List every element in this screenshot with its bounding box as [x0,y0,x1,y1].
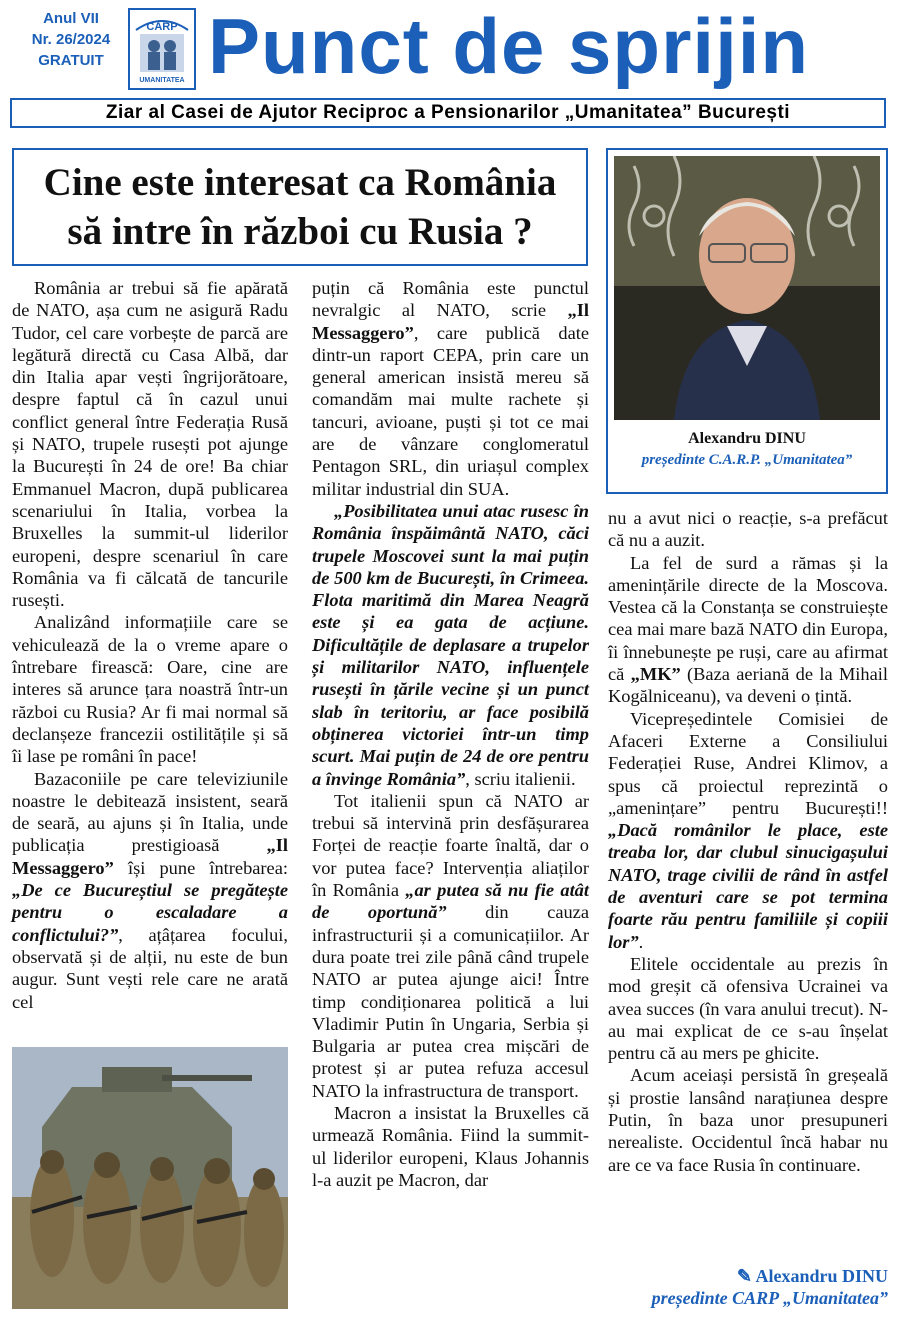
paragraph: Bazaconiile pe care televiziunile noastre le debitează insistent, seară de seară, au ajuns și în Italia, unde publicația prestigioasă „Il Messaggero” își pune întrebarea: „De ce Bucureștiul se pregătește pentru o escaladare a conflictului?”, ațâțarea focului, observată și de alții, nu este de bun augur. Sunt vești rele care ne arată cel [12,768,288,1012]
paragraph: Vicepreședintele Comisiei de Afaceri Externe a Consiliului Federației Ruse, Andrei Klimov, a spus că proiectul reprezintă o „amenințare” pentru București!! „Dacă românilor le place, este treaba lor, dar clubul sinucigașului NATO, trage civilii de rând în astfel de aventuri care se pot termina foarte rău pentru familiile și copiii lor”. [608,708,888,952]
newspaper-title: Punct de sprijin [208,2,810,90]
photo-caption-name: Alexandru DINU [688,430,806,447]
article-column-3 [608,507,888,1176]
quote: „ar putea să nu fie atât de oportună” [312,880,589,923]
issue-price: GRATUIT [38,52,104,69]
issue-info [16,8,126,71]
logo-text-bottom: UMANITATEA [139,77,185,84]
article-headline [12,148,588,266]
paragraph: România ar trebui să fie apărată de NATO, așa cum ne asigură Radu Tudor, cel care vorbește de parcă are legătură directă cu Casa Albă, dar din Italia apar vești îngrijorătoare, despre faptul că în cazul unui conflict general între Federația Rusă și NATO, trupele rusești pot ajunge la București în 24 de ore! Ba chiar Emmanuel Macron, după publicarea scenariului în Italia, vorbea la Bruxelles la summit-ul liderilor europeni, despre scenariul în care România va fi călcată de tancurile rusești. [12,278,288,611]
headline-line-2: să intre în război cu Rusia ? [67,210,533,253]
paragraph: Analizând informațiile care se vehiculează de la o vreme apare o întrebare firească: Oare, cine are interes să arunce țara noastră într-un război cu Rusia? Ar fi mai normal să declanșeze francezii ostilitățile și să îi lase pe români în pace! [12,612,288,767]
article-column-1 [12,277,288,1013]
paragraph: Acum aceiași persistă în greșeală și prostie lansând narațiunea despre Putin, în baza unor presupuneri nerealiste. Occidentul încă habar nu are ce va face Rusia în continuare. [608,1065,888,1175]
photo-caption-role: președinte C.A.R.P. „Umanitatea” [641,452,853,468]
paragraph: Elitele occidentale au prezis în mod greșit că ofensiva Ucrainei va avea succes (în vara anului trecut). N-au mai explicat de ce s-au înșelat pentru că au mers pe ghicite. [608,953,888,1064]
author-photo [614,156,880,420]
issue-year: Anul VII [43,10,99,27]
newspaper-subtitle: Ziar al Casei de Ajutor Reciproc a Pensionarilor „Umanitatea” București [10,98,886,128]
headline-line-1: Cine este interesat ca România [43,161,557,204]
publication-name: „Il Messaggero” [312,300,589,343]
paragraph: La fel de surd a rămas și la amenințările directe de la Moscova. Vestea că la Constanța se construiește cea mai mare bază NATO din Europa, îi înnebunește pe ruși, care au afirmat că „MK” (Baza aeriană de la Mihail Kogălniceanu), va deveni o țintă. [608,552,888,707]
quote: „De ce Bucureștiul se pregătește pentru o escaladare a conflictului?” [12,880,288,945]
paragraph: nu a avut nici o reacție, s-a prefăcut că nu a auzit. [608,508,888,551]
paragraph: Macron a insistat la Bruxelles că urmează România. Fiind la summit-ul liderilor europeni, Klaus Johannis l-a auzit pe Macron, dar [312,1102,589,1190]
issue-number: Nr. 26/2024 [31,31,111,48]
soldiers-photo [12,1047,288,1309]
abbreviation: „MK” [630,664,681,685]
author-photo-box [606,148,888,494]
publication-name: „Il Messaggero” [12,835,288,878]
logo-text-top: CARP [146,21,178,33]
signature-name: ✎ Alexandru DINU [736,1266,888,1286]
paragraph: „Posibilitatea unui atac rusesc în România înspăimântă NATO, căci trupele Moscovei sunt la mai puțin de 500 km de București, în Crimeea. Flota maritimă din Marea Neagră este și ea gata de acțiune. Dificultățile de deplasare a trupelor și militarilor NATO, influențele rusești în țările vecine și un punct slab în teritoriu, ar face posibilă obținerea victoriei într-un timp scurt. Mai puțin de 24 de ore pentru a învinge România”, scriu italienii. [312,500,589,789]
signature-role: președinte CARP „Umanitatea” [651,1288,888,1308]
quote: „Posibilitatea unui atac rusesc în România înspăimântă NATO, căci trupele Moscovei sunt la mai puțin de 500 km de București, în Crimeea. Flota maritimă din Marea Neagră este și ea gata de acțiune. Dificultățile de deplasare a trupelor și militarilor NATO, influențele rusești în țările vecine și un punct slab în teritoriu, ar face posibilă obținerea victoriei într-un timp scurt. Mai puțin de 24 de ore pentru a învinge România” [312,500,589,789]
carp-logo [128,8,196,90]
quote: „Dacă românilor le place, este treaba lor, dar clubul sinucigașului NATO, trage civilii de rând în astfel de aventuri care se pot termina foarte rău pentru familiile și copiii lor” [608,820,888,952]
paragraph: Tot italienii spun că NATO ar trebui să intervină prin desfășurarea Forței de reacție foarte înaltă, dar o vor putea face? Intervenția aliaților în România „ar putea să nu fie atât de oportună” din cauza infrastructurii și a comunicațiilor. Ar dura poate trei zile până când trupele NATO ar putea ajunge aici! Între timp condiționarea politică a lui Vladimir Putin în Ungaria, Serbia și Bulgaria ar putea crea mișcări de protest și ar putea refuza accesul NATO la infrastructura de transport. [312,790,589,1101]
article-column-2 [312,277,589,1191]
paragraph: puțin că România este punctul nevralgic al NATO, scrie „Il Messaggero”, care publică date dintr-un raport CEPA, prin care un general american insistă mereu să comandăm mai multe rachete și tancuri, avioane, puști și tot ce mai are de vânzare conglomeratul Pentagon SRL, din uriașul complex militar industrial din SUA. [312,278,589,499]
pen-icon: ✎ [736,1266,756,1286]
